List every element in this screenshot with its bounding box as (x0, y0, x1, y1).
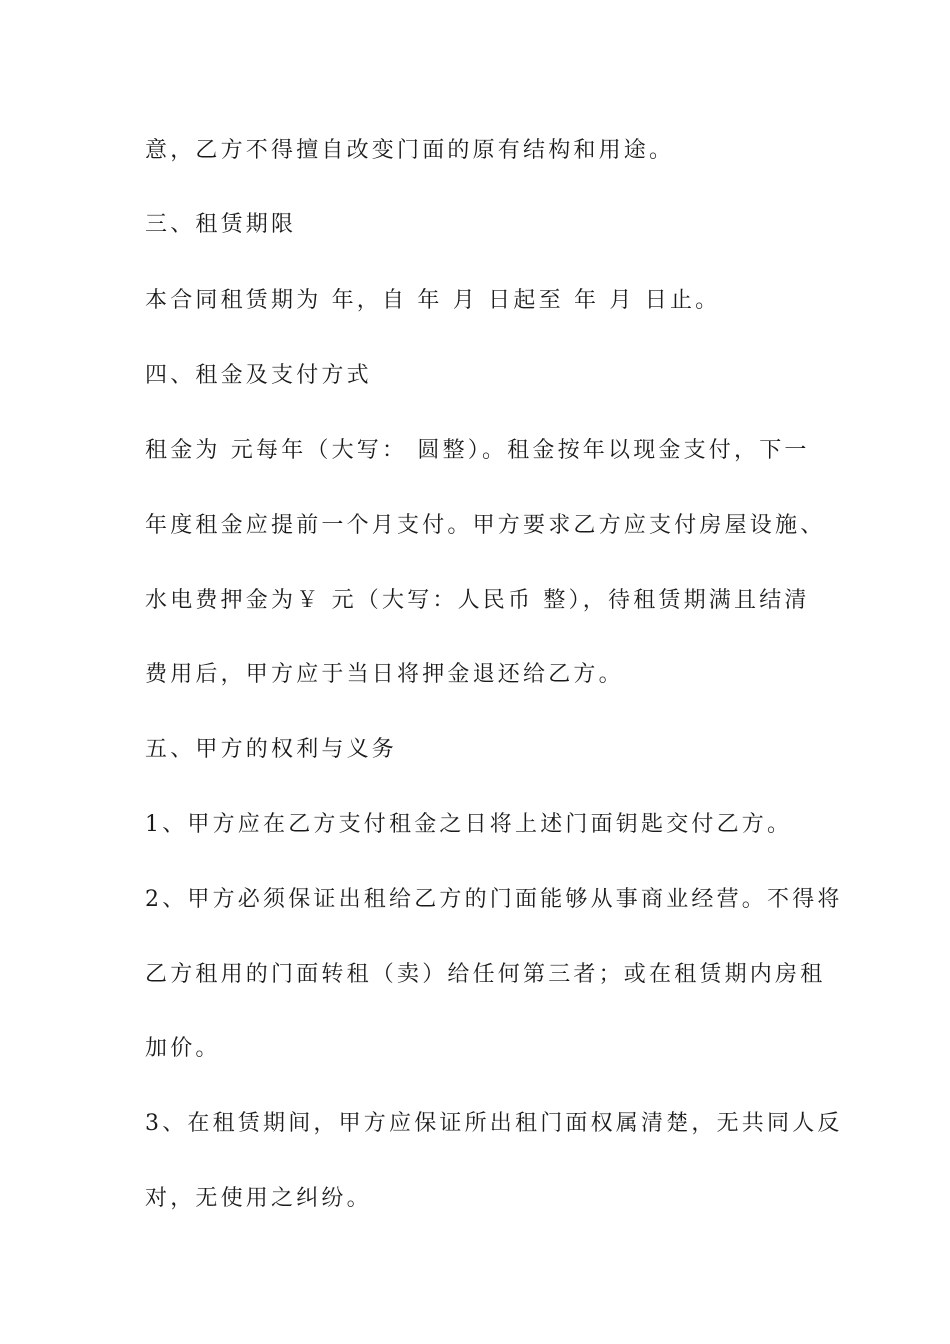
section-heading-lease-term: 三、租赁期限 (145, 212, 297, 237)
section-heading-party-a-rights: 五、甲方的权利与义务 (145, 737, 398, 762)
paragraph-line: 租金为 元每年（大写： 圆整）。租金按年以现金支付，下一 (145, 438, 810, 463)
paragraph-line: 年度租金应提前一个月支付。甲方要求乙方应支付房屋设施、 (145, 513, 826, 538)
paragraph-line: 本合同租赁期为 年，自 年 月 日起至 年 月 日止。 (145, 288, 721, 313)
paragraph-line: 水电费押金为￥ 元（大写：人民币 整），待租赁期满且结清 (145, 588, 810, 613)
list-item: 2、甲方必须保证出租给乙方的门面能够从事商业经营。不得将 (145, 887, 843, 912)
list-item: 1、甲方应在乙方支付租金之日将上述门面钥匙交付乙方。 (145, 812, 793, 837)
list-item: 3、在租赁期间，甲方应保证所出租门面权属清楚，无共同人反 (145, 1111, 843, 1136)
paragraph-line: 加价。 (145, 1036, 221, 1061)
paragraph-line: 乙方租用的门面转租（卖）给任何第三者；或在租赁期内房租 (145, 962, 826, 987)
paragraph-line: 对，无使用之纠纷。 (145, 1186, 372, 1211)
paragraph-line: 意，乙方不得擅自改变门面的原有结构和用途。 (145, 138, 675, 163)
section-heading-rent-payment: 四、租金及支付方式 (145, 363, 372, 388)
paragraph-line: 费用后，甲方应于当日将押金退还给乙方。 (145, 662, 624, 687)
